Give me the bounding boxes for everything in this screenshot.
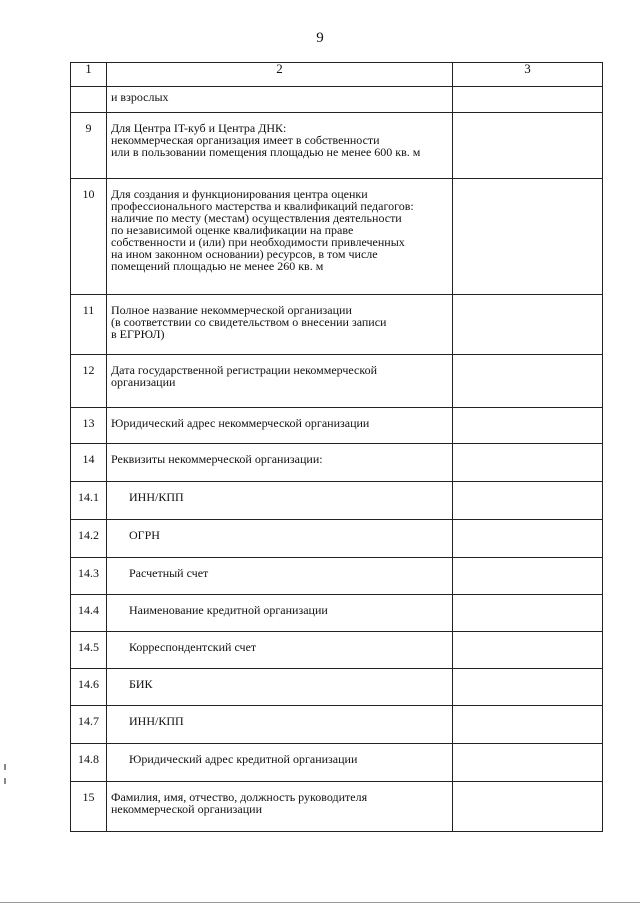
table-row: [71, 355, 603, 408]
row-number: 14.7: [71, 706, 107, 744]
row-number: 12: [71, 355, 107, 408]
row-value-cell[interactable]: [453, 520, 603, 558]
row-value-cell[interactable]: [453, 595, 603, 632]
description-line: Реквизиты некоммерческой организации:: [111, 452, 323, 466]
row-description: [107, 520, 453, 558]
table-row: [71, 113, 603, 179]
column-header-1: 1: [71, 63, 107, 87]
row-description: [107, 706, 453, 744]
description-line: Юридический адрес некоммерческой организации: [111, 416, 370, 430]
column-header-3: 3: [453, 63, 603, 87]
row-description: [107, 782, 453, 832]
form-table: [70, 62, 603, 832]
description-line: некоммерческой организации: [111, 802, 263, 816]
row-value-cell[interactable]: [453, 782, 603, 832]
table-row: [71, 744, 603, 782]
row-description: [107, 408, 453, 444]
row-number: 14.3: [71, 558, 107, 595]
description-line: и взрослых: [111, 90, 169, 104]
description-line: профессионального мастерства и квалификаций педагогов:: [111, 199, 414, 213]
description-line: по независимой оценке квалификации на праве: [111, 223, 354, 237]
row-number: 10: [71, 179, 107, 295]
row-description: [107, 444, 453, 482]
row-value-cell[interactable]: [453, 408, 603, 444]
description-line: Для создания и функционирования центра оценки: [111, 187, 368, 201]
row-number: 14.6: [71, 669, 107, 706]
page-number: 9: [316, 30, 324, 46]
description-line: помещений площадью не менее 260 кв. м: [111, 259, 324, 273]
description-line: Дата государственной регистрации некоммерческой: [111, 363, 378, 377]
description-line: Расчетный счет: [129, 566, 209, 580]
row-description: [107, 87, 453, 113]
row-description: [107, 669, 453, 706]
row-number: 9: [71, 113, 107, 179]
row-description: [107, 482, 453, 520]
row-description: [107, 744, 453, 782]
row-value-cell[interactable]: [453, 632, 603, 669]
row-value-cell[interactable]: [453, 87, 603, 113]
row-value-cell[interactable]: [453, 295, 603, 355]
description-line: Для Центра IT-куб и Центра ДНК:: [111, 121, 287, 135]
table-row: [71, 179, 603, 295]
description-line: или в пользовании помещения площадью не менее 600 кв. м: [111, 145, 421, 159]
row-number: 14: [71, 444, 107, 482]
row-description: [107, 295, 453, 355]
table-row: [71, 558, 603, 595]
row-number: [71, 87, 107, 113]
row-number: 14.1: [71, 482, 107, 520]
description-line: ОГРН: [129, 528, 160, 542]
margin-mark: [4, 764, 6, 770]
row-value-cell[interactable]: [453, 482, 603, 520]
table-row: [71, 706, 603, 744]
table-header-row: [71, 63, 603, 87]
table-row: [71, 408, 603, 444]
row-description: [107, 632, 453, 669]
row-number: 14.5: [71, 632, 107, 669]
row-number: 14.2: [71, 520, 107, 558]
table-row: [71, 595, 603, 632]
table-row: [71, 520, 603, 558]
row-value-cell[interactable]: [453, 744, 603, 782]
row-description: [107, 355, 453, 408]
row-value-cell[interactable]: [453, 113, 603, 179]
table-row: [71, 669, 603, 706]
row-value-cell[interactable]: [453, 355, 603, 408]
table-row: [71, 295, 603, 355]
row-description: [107, 179, 453, 295]
row-description: [107, 113, 453, 179]
row-number: 14.8: [71, 744, 107, 782]
description-line: собственности и (или) при необходимости привлеченных: [111, 235, 405, 249]
description-line: некоммерческая организация имеет в собственности: [111, 133, 380, 147]
description-line: Фамилия, имя, отчество, должность руководителя: [111, 790, 368, 804]
description-line: организации: [111, 375, 176, 389]
description-line: в ЕГРЮЛ): [111, 327, 165, 341]
margin-mark: [4, 778, 6, 784]
table-row: [71, 632, 603, 669]
row-value-cell[interactable]: [453, 706, 603, 744]
description-line: Корреспондентский счет: [129, 640, 257, 654]
row-number: 15: [71, 782, 107, 832]
description-line: Юридический адрес кредитной организации: [129, 752, 358, 766]
description-line: наличие по месту (местам) осуществления деятельности: [111, 211, 402, 225]
description-line: на ином законном основании) ресурсов, в том числе: [111, 247, 378, 261]
row-value-cell[interactable]: [453, 444, 603, 482]
page-bottom-edge: [0, 902, 640, 903]
row-number: 11: [71, 295, 107, 355]
table-row: [71, 482, 603, 520]
column-header-2: 2: [107, 63, 453, 87]
row-description: [107, 558, 453, 595]
row-value-cell[interactable]: [453, 558, 603, 595]
row-value-cell[interactable]: [453, 179, 603, 295]
table-row: [71, 444, 603, 482]
table-row: [71, 782, 603, 832]
row-value-cell[interactable]: [453, 669, 603, 706]
description-line: БИК: [129, 677, 153, 691]
table-row: [71, 87, 603, 113]
row-number: 14.4: [71, 595, 107, 632]
row-description: [107, 595, 453, 632]
description-line: Наименование кредитной организации: [129, 603, 328, 617]
description-line: ИНН/КПП: [129, 490, 184, 504]
description-line: Полное название некоммерческой организации: [111, 303, 352, 317]
description-line: ИНН/КПП: [129, 714, 184, 728]
description-line: (в соответствии со свидетельством о внесении записи: [111, 315, 387, 329]
row-number: 13: [71, 408, 107, 444]
